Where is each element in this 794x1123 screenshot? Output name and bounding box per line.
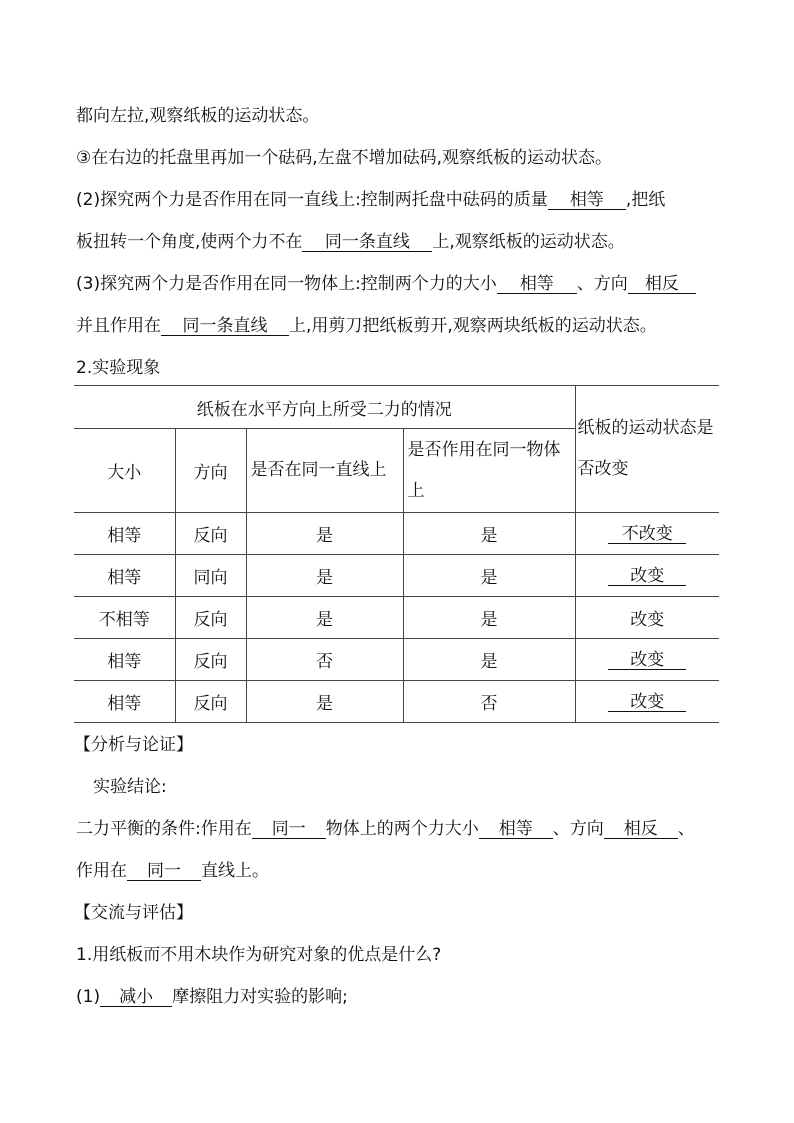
table-row: [74, 681, 719, 723]
cell-same-object: 否: [403, 681, 575, 723]
cell-direction: 同向: [175, 555, 246, 597]
answer-blank: 不改变: [608, 525, 686, 544]
answer-blank: 减小: [100, 988, 172, 1007]
cell-direction: 反向: [175, 639, 246, 681]
section-heading-evaluation: 【交流与评估】: [74, 903, 193, 923]
cell-same-line: 否: [246, 639, 403, 681]
cell-same-line: 是: [246, 555, 403, 597]
answer-blank: 相等: [548, 191, 626, 210]
text-segment: 二力平衡的条件:作用在: [76, 819, 252, 839]
cell-status: [575, 681, 719, 723]
text-line: 都向左拉,观察纸板的运动状态。: [76, 106, 320, 126]
text-line: [76, 232, 625, 252]
cell-status: 改变: [575, 597, 719, 639]
cell-same-object: 是: [403, 639, 575, 681]
text-segment: (3)探究两个力是否作用在同一物体上:控制两个力的大小: [76, 274, 497, 294]
cell-status: [575, 555, 719, 597]
text-line: [76, 274, 696, 294]
answer-blank: 同一条直线: [161, 317, 289, 336]
answer-blank: 相等: [497, 275, 577, 294]
answer-blank: 改变: [608, 651, 686, 670]
text-segment: 并且作用在: [76, 316, 161, 336]
text-segment: 直线上。: [201, 861, 269, 881]
cell-size: 相等: [74, 555, 175, 597]
cell-same-object: 是: [403, 513, 575, 555]
cell-status: [575, 639, 719, 681]
table-row: [74, 555, 719, 597]
answer-blank: 同一: [127, 862, 201, 881]
text-segment: ,把纸: [625, 190, 666, 210]
cell-size: 相等: [74, 639, 175, 681]
text-segment: 板扭转一个角度,使两个力不在: [76, 232, 303, 252]
cell-size: 相等: [74, 681, 175, 723]
text-segment: (1): [76, 987, 101, 1007]
text-line: [76, 861, 269, 881]
table-header-direction: 方向: [175, 429, 246, 513]
cell-status: [575, 513, 719, 555]
section-heading-analysis: 【分析与论证】: [74, 735, 193, 755]
table-row: [74, 513, 719, 555]
text-segment: 物体上的两个力大小: [325, 819, 479, 839]
conclusion-label: 实验结论:: [93, 777, 167, 797]
cell-direction: 反向: [175, 597, 246, 639]
answer-blank: 改变: [608, 567, 686, 586]
text-segment: 、: [677, 819, 695, 839]
cell-direction: 反向: [175, 513, 246, 555]
table-header-same-object: 是否作用在同一物体上: [403, 429, 575, 513]
answer-blank: 相反: [628, 275, 696, 294]
text-segment: 上,观察纸板的运动状态。: [432, 232, 625, 252]
answer-blank: 相等: [479, 820, 553, 839]
cell-same-line: 是: [246, 513, 403, 555]
text-segment: 、方向: [576, 274, 628, 294]
answer-blank: 相反: [604, 820, 678, 839]
table-row: [74, 639, 719, 681]
text-segment: 摩擦阻力对实验的影响;: [172, 987, 348, 1007]
cell-size: 相等: [74, 513, 175, 555]
text-segment: (2)探究两个力是否作用在同一直线上:控制两托盘中砝码的质量: [76, 190, 548, 210]
text-line: [76, 819, 695, 839]
cell-same-object: 是: [403, 597, 575, 639]
text-segment: 作用在: [76, 861, 127, 881]
answer-blank: 改变: [608, 693, 686, 712]
cell-size: 不相等: [74, 597, 175, 639]
question-text: 1.用纸板而不用木块作为研究对象的优点是什么?: [76, 945, 442, 965]
text-segment: 、方向: [552, 819, 604, 839]
cell-same-object: 是: [403, 555, 575, 597]
table-row: [74, 597, 719, 639]
answer-blank: 同一: [252, 820, 326, 839]
text-line: [76, 190, 665, 210]
experiment-table: [74, 385, 719, 723]
text-line: ③在右边的托盘里再加一个砝码,左盘不增加砝码,观察纸板的运动状态。: [76, 148, 613, 168]
text-line: [76, 316, 657, 336]
table-status-header: 纸板的运动状态是否改变: [575, 386, 719, 513]
table-header-size: 大小: [74, 429, 175, 513]
section-label: 2.实验现象: [76, 358, 161, 378]
text-segment: 上,用剪刀把纸板剪开,观察两块纸板的运动状态。: [289, 316, 657, 336]
answer-blank: 同一条直线: [302, 233, 432, 252]
cell-direction: 反向: [175, 681, 246, 723]
cell-same-line: 是: [246, 681, 403, 723]
text-line: [76, 987, 348, 1007]
table-header-same-line: 是否在同一直线上: [246, 429, 403, 513]
cell-same-line: 是: [246, 597, 403, 639]
table-group-header: 纸板在水平方向上所受二力的情况: [74, 386, 575, 429]
